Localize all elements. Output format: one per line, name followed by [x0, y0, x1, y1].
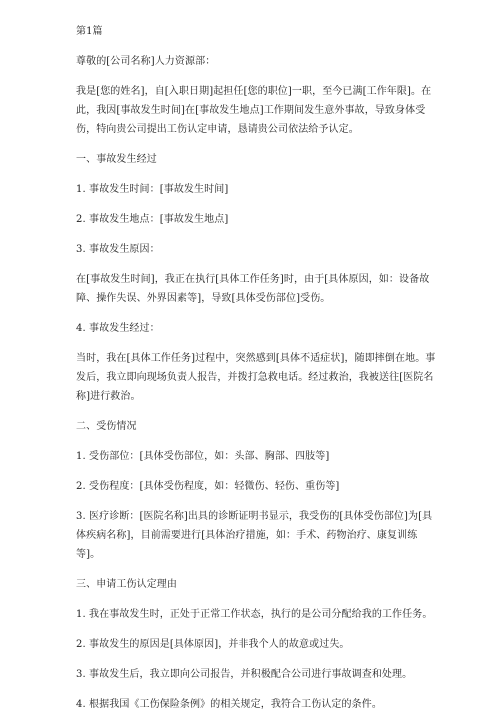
injury-location-item: 1. 受伤部位：[具体受伤部位，如：头部、胸部、四肢等]	[76, 451, 330, 462]
accident-cause-paragraph: 在[事故发生时间]，我正在执行[具体工作任务]时，由于[具体原因，如：设备故障、操作失误、外界因素等]，导致[具体受伤部位]受伤。	[76, 274, 430, 304]
accident-location-item: 2. 事故发生地点：[事故发生地点]	[76, 214, 229, 225]
accident-time-item: 1. 事故发生时间：[事故发生时间]	[76, 184, 229, 195]
salutation: 尊敬的[公司名称]人力资源部：	[76, 56, 216, 67]
medical-diagnosis-item: 3. 医疗诊断：[医院名称]出具的诊断证明书显示，我受伤的[具体受伤部位]为[具体疾病名称]，目前需要进行[具体治疗措施，如：手术、药物治疗、康复训练等]。	[76, 511, 433, 560]
heading-accident-process: 一、事故发生经过	[76, 154, 157, 165]
accident-cause-item: 3. 事故发生原因：	[76, 244, 160, 255]
reason-item-4: 4. 根据我国《工伤保险条例》的相关规定，我符合工伤认定的条件。	[76, 699, 382, 710]
heading-reasons: 三、申请工伤认定理由	[76, 579, 177, 590]
reason-item-2: 2. 事故发生的原因是[具体原因]，并非我个人的故意或过失。	[76, 639, 350, 650]
reason-item-1: 1. 我在事故发生时，正处于正常工作状态，执行的是公司分配给我的工作任务。	[76, 609, 433, 620]
accident-process-item: 4. 事故发生经过：	[76, 323, 160, 334]
reason-item-3: 3. 事故发生后，我立即向公司报告，并积极配合公司进行事故调查和处理。	[76, 669, 413, 680]
accident-process-paragraph: 当时，我在[具体工作任务]过程中，突然感到[具体不适症状]，随即摔倒在地。事发后，我立即向现场负责人报告，并拨打急救电话。经过救治，我被送往[医院名称]进行救治。	[76, 353, 436, 402]
intro-paragraph: 我是[您的姓名]，自[入职日期]起担任[您的职位]一职，至今已满[工作年限]。在此，我因[事故发生时间]在[事故发生地点]工作期间发生意外事故，导致身体受伤，特向贵公司提出工伤认定申请，恳请贵公司依法给予认定。	[76, 86, 432, 135]
injury-degree-item: 2. 受伤程度：[具体受伤程度，如：轻微伤、轻伤、重伤等]	[76, 481, 340, 492]
heading-injury: 二、受伤情况	[76, 421, 137, 432]
section-title: 第1篇	[76, 26, 103, 37]
